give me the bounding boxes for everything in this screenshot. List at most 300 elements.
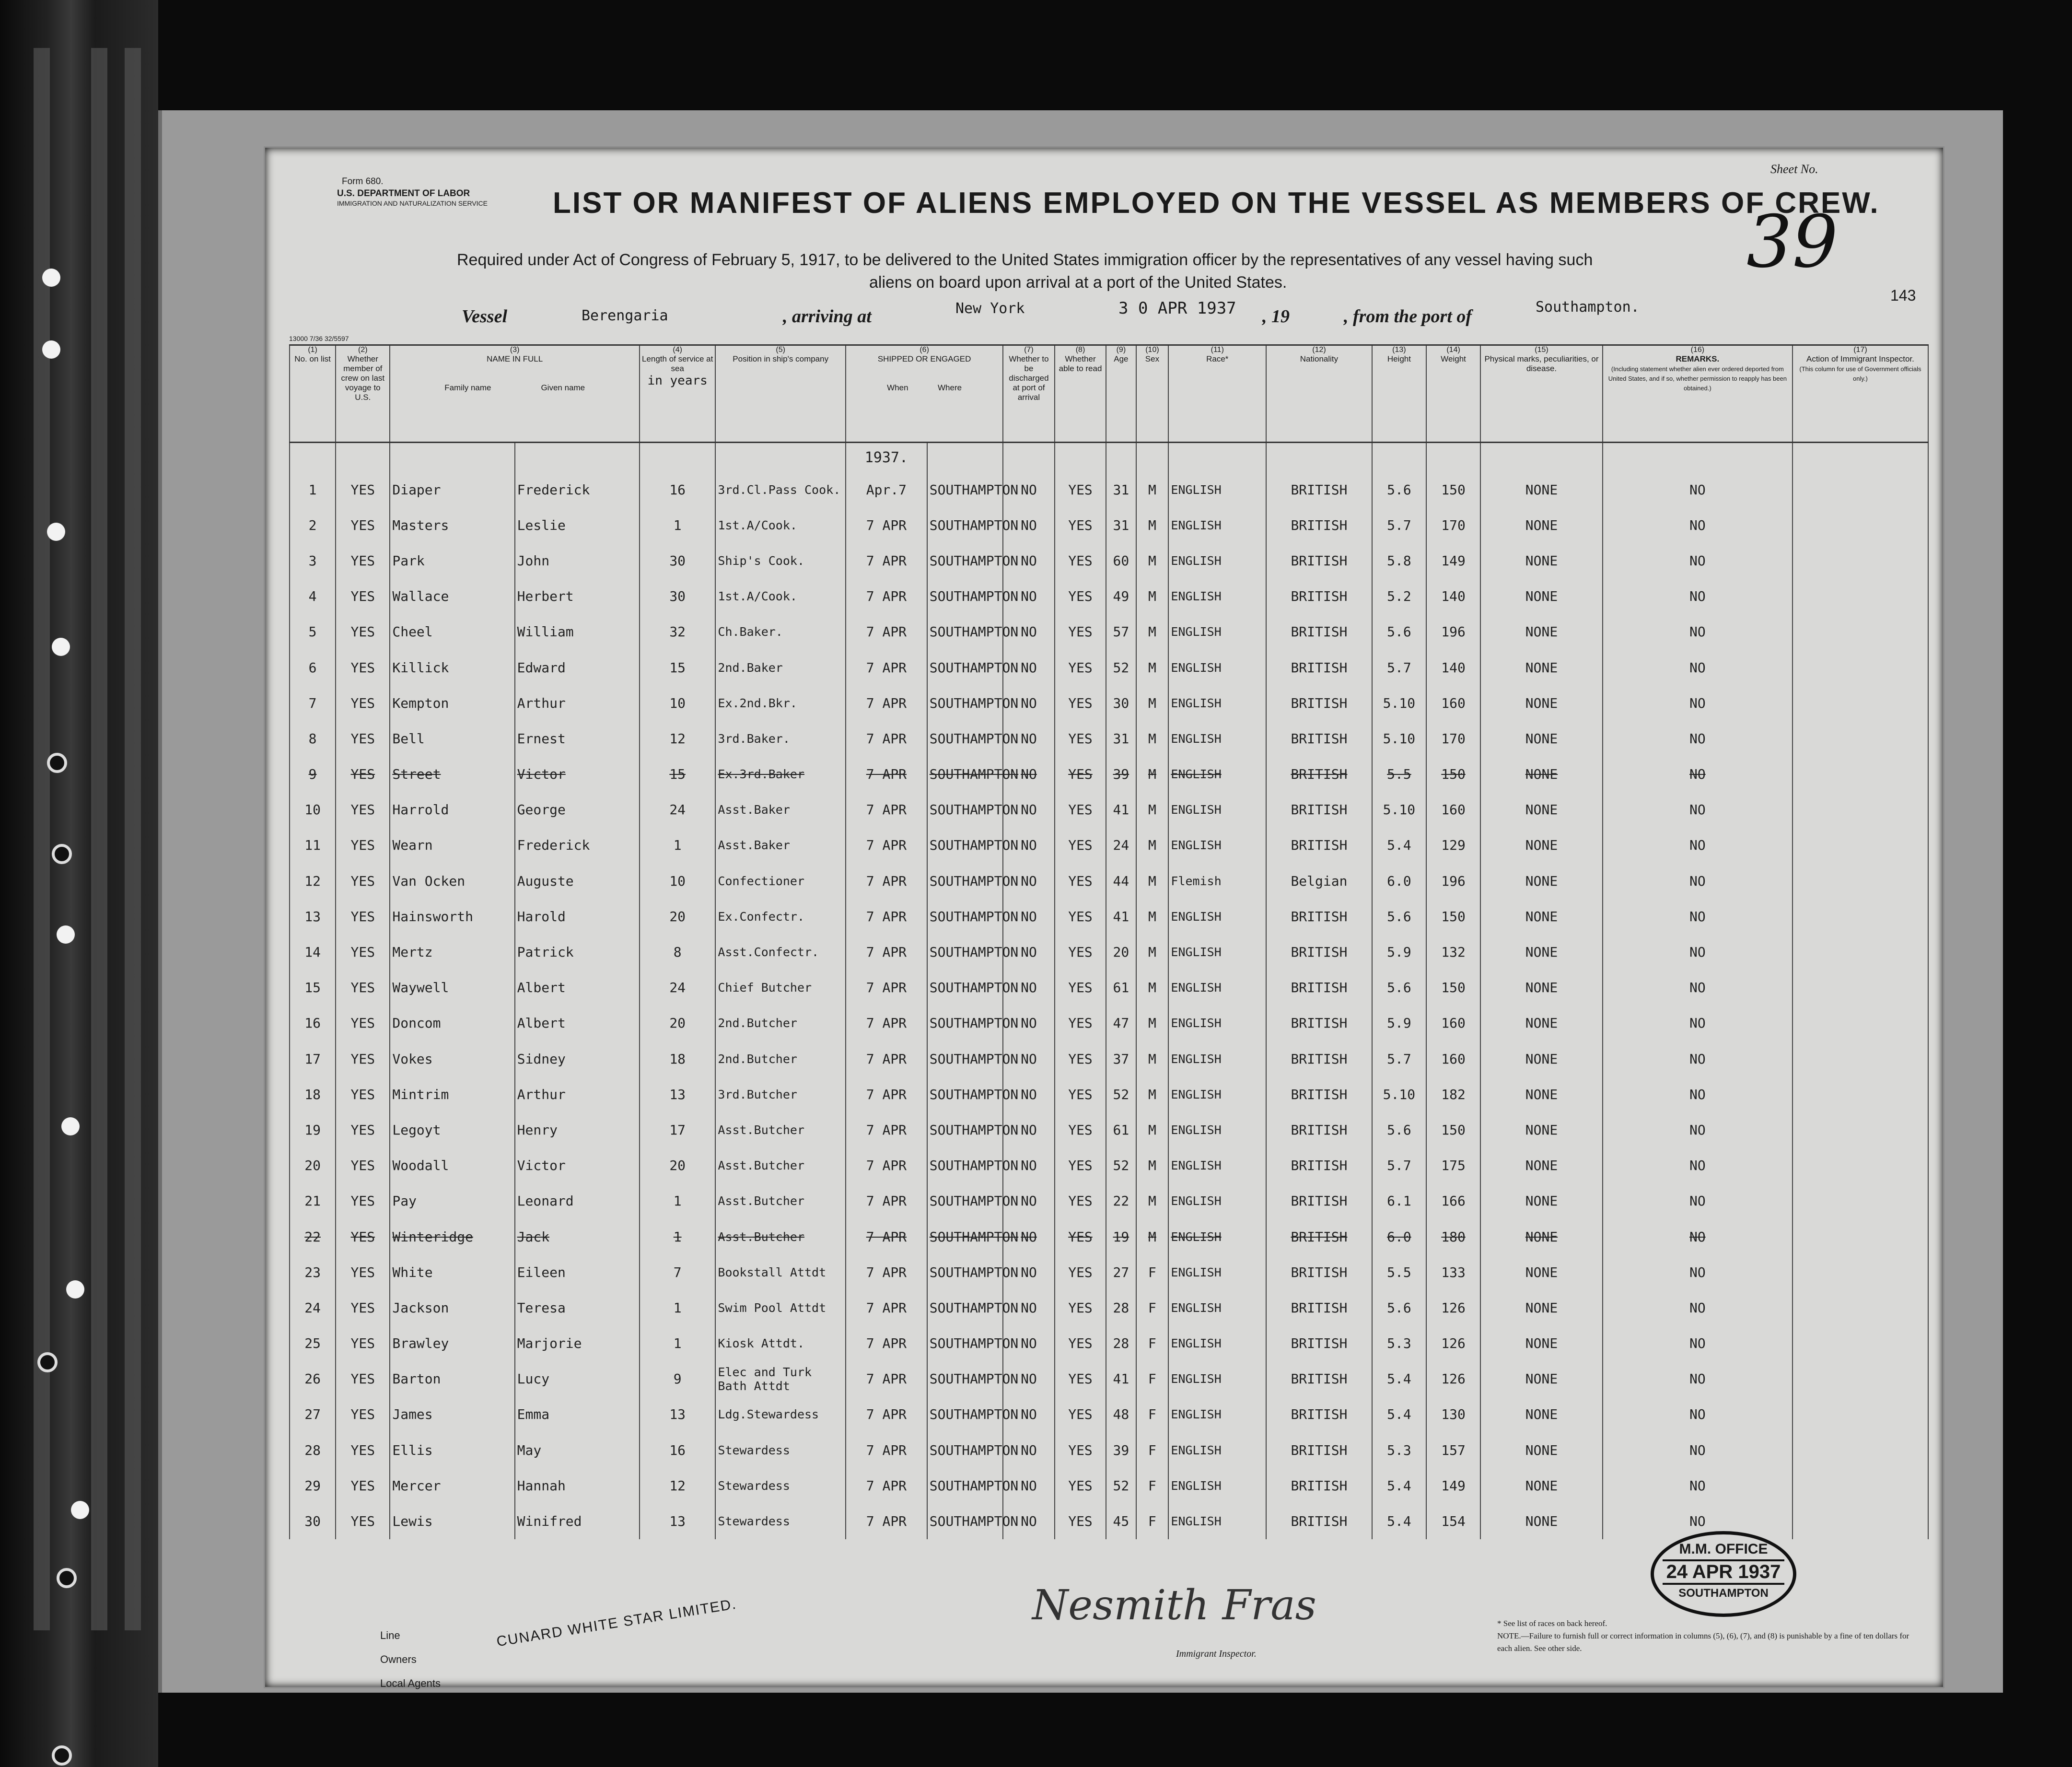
crew-rows [290,443,1928,1539]
row-number-cell: 3 [290,543,336,578]
age-cell: 52 [1106,1468,1136,1503]
shipped-where-cell: SOUTHAMPTON [927,792,1003,828]
table-row [290,1503,1928,1539]
inspector-label: Immigrant Inspector. [1176,1649,1257,1659]
race-cell: ENGLISH [1168,1503,1266,1539]
position-cell: Asst.Butcher [715,1112,846,1147]
discharged-cell: NO [1003,970,1055,1006]
sex-cell: F [1136,1468,1169,1503]
discharged-cell: NO [1003,1041,1055,1077]
remarks-cell: NO [1603,1432,1793,1468]
age-cell: 39 [1106,757,1136,792]
service-years-cell: 30 [640,543,715,578]
service-years-cell: 18 [640,1041,715,1077]
sex-cell: M [1136,1077,1169,1112]
table-row [290,1077,1928,1112]
remarks-cell: NO [1603,899,1793,934]
row-number-cell: 8 [290,721,336,756]
last-voyage-cell: YES [336,543,390,578]
age-cell: 41 [1106,1361,1136,1397]
last-voyage-cell: YES [336,614,390,650]
age-cell: 31 [1106,721,1136,756]
table-row [290,863,1928,899]
able-to-read-cell: YES [1055,543,1106,578]
binding-strip [125,48,141,1630]
able-to-read-cell: YES [1055,828,1106,863]
table-row [290,757,1928,792]
race-cell: ENGLISH [1168,472,1266,507]
table-row [290,1468,1928,1503]
service-years-cell: 8 [640,934,715,970]
physical-marks-cell: NONE [1480,1077,1603,1112]
service-years-cell: 10 [640,685,715,721]
position-cell: Asst.Butcher [715,1183,846,1219]
height-cell: 5.7 [1372,507,1426,543]
remarks-cell: NO [1603,721,1793,756]
physical-marks-cell: NONE [1480,899,1603,934]
race-cell: ENGLISH [1168,1219,1266,1254]
age-cell: 48 [1106,1397,1136,1432]
race-cell: ENGLISH [1168,1006,1266,1041]
shipped-where-cell: SOUTHAMPTON [927,934,1003,970]
race-cell: Flemish [1168,863,1266,899]
height-cell: 6.0 [1372,863,1426,899]
page-number: 143 [1890,287,1916,304]
inspector-action-cell [1793,828,1928,863]
print-code: 13000 7/36 32/5597 [289,335,349,342]
weight-cell: 150 [1426,1112,1480,1147]
page-title: LIST OR MANIFEST OF ALIENS EMPLOYED ON THE VESSEL AS MEMBERS OF CREW. [553,187,1880,220]
race-cell: ENGLISH [1168,614,1266,650]
nationality-cell: BRITISH [1266,1077,1372,1112]
punch-hole [71,1501,89,1519]
service-years-cell: 30 [640,579,715,614]
nationality-cell: BRITISH [1266,1254,1372,1290]
physical-marks-cell: NONE [1480,1432,1603,1468]
position-cell: 1st.A/Cook. [715,507,846,543]
nationality-cell: BRITISH [1266,1183,1372,1219]
col-header-position: (5) Position in ship's company [715,345,846,443]
sex-cell: M [1136,650,1169,685]
punch-hole [61,1117,80,1135]
shipped-when-cell: 7 APR [846,650,927,685]
position-cell: Ldg.Stewardess [715,1397,846,1432]
table-row [290,1326,1928,1361]
shipped-where-cell: SOUTHAMPTON [927,1183,1003,1219]
sex-cell: F [1136,1254,1169,1290]
inspector-action-cell [1793,472,1928,507]
table-row [290,721,1928,756]
punch-hole [42,340,60,359]
height-cell: 6.0 [1372,1219,1426,1254]
race-cell: ENGLISH [1168,579,1266,614]
family-name-cell: Street [390,757,514,792]
weight-cell: 126 [1426,1326,1480,1361]
physical-marks-cell: NONE [1480,579,1603,614]
shipped-when-cell: 7 APR [846,1361,927,1397]
race-cell: ENGLISH [1168,1326,1266,1361]
physical-marks-cell: NONE [1480,685,1603,721]
able-to-read-cell: YES [1055,507,1106,543]
age-cell: 30 [1106,685,1136,721]
height-cell: 5.2 [1372,579,1426,614]
inspector-action-cell [1793,1148,1928,1183]
nationality-cell: BRITISH [1266,507,1372,543]
nationality-cell: BRITISH [1266,721,1372,756]
able-to-read-cell: YES [1055,934,1106,970]
physical-marks-cell: NONE [1480,1290,1603,1325]
inspector-action-cell [1793,1397,1928,1432]
given-name-cell: Harold [515,899,640,934]
given-name-cell: Marjorie [515,1326,640,1361]
height-cell: 5.6 [1372,1112,1426,1147]
able-to-read-cell: YES [1055,1183,1106,1219]
sex-cell: M [1136,934,1169,970]
weight-cell: 149 [1426,1468,1480,1503]
local-agents-label: Local Agents [380,1677,441,1689]
last-voyage-cell: YES [336,507,390,543]
last-voyage-cell: YES [336,1432,390,1468]
shipped-where-cell: SOUTHAMPTON [927,1006,1003,1041]
position-cell: Elec and Turk Bath Attdt [715,1361,846,1397]
physical-marks-cell: NONE [1480,1326,1603,1361]
age-cell: 27 [1106,1254,1136,1290]
discharged-cell: NO [1003,579,1055,614]
inspector-action-cell [1793,1006,1928,1041]
age-cell: 31 [1106,472,1136,507]
remarks-cell: NO [1603,1219,1793,1254]
row-number-cell: 25 [290,1326,336,1361]
shipped-where-cell: SOUTHAMPTON [927,614,1003,650]
row-number-cell: 24 [290,1290,336,1325]
last-voyage-cell: YES [336,685,390,721]
family-name-cell: Woodall [390,1148,514,1183]
shipped-where-cell: SOUTHAMPTON [927,757,1003,792]
table-row [290,970,1928,1006]
family-name-cell: Legoyt [390,1112,514,1147]
remarks-cell: NO [1603,1041,1793,1077]
position-cell: Asst.Butcher [715,1219,846,1254]
weight-cell: 196 [1426,863,1480,899]
physical-marks-cell: NONE [1480,543,1603,578]
service-years-cell: 7 [640,1254,715,1290]
nationality-cell: BRITISH [1266,472,1372,507]
service-years-cell: 1 [640,1326,715,1361]
shipped-year: 1937. [846,443,927,472]
shipped-when-cell: 7 APR [846,899,927,934]
remarks-cell: NO [1603,614,1793,650]
nationality-cell: BRITISH [1266,1503,1372,1539]
service-years-cell: 17 [640,1112,715,1147]
row-number-cell: 10 [290,792,336,828]
age-cell: 52 [1106,1148,1136,1183]
inspector-action-cell [1793,685,1928,721]
remarks-cell: NO [1603,579,1793,614]
last-voyage-cell: YES [336,1503,390,1539]
shipped-where-cell: SOUTHAMPTON [927,721,1003,756]
nationality-cell: BRITISH [1266,1112,1372,1147]
inspector-action-cell [1793,757,1928,792]
given-name-cell: Henry [515,1112,640,1147]
family-name-cell: Hainsworth [390,899,514,934]
race-cell: ENGLISH [1168,757,1266,792]
shipped-where-cell: SOUTHAMPTON [927,650,1003,685]
discharged-cell: NO [1003,792,1055,828]
nationality-cell: BRITISH [1266,614,1372,650]
able-to-read-cell: YES [1055,1503,1106,1539]
race-cell: ENGLISH [1168,1112,1266,1147]
col-header-shipped: (6) SHIPPED OR ENGAGED When Where [846,345,1003,443]
family-name-cell: Brawley [390,1326,514,1361]
table-row [290,1254,1928,1290]
col-header-nationality: (12) Nationality [1266,345,1372,443]
sex-cell: M [1136,579,1169,614]
remarks-cell: NO [1603,1183,1793,1219]
race-cell: ENGLISH [1168,1468,1266,1503]
sex-cell: M [1136,1041,1169,1077]
service-years-cell: 15 [640,757,715,792]
weight-cell: 157 [1426,1432,1480,1468]
row-number-cell: 11 [290,828,336,863]
weight-cell: 160 [1426,792,1480,828]
sex-cell: M [1136,685,1169,721]
given-name-cell: Herbert [515,579,640,614]
col-header-last-voyage: (2) Whether member of crew on last voyage to U.S. [336,345,390,443]
row-number-cell: 14 [290,934,336,970]
able-to-read-cell: YES [1055,1361,1106,1397]
col-header-race: (11) Race* [1168,345,1266,443]
shipped-when-cell: 7 APR [846,1112,927,1147]
table-row [290,685,1928,721]
weight-cell: 140 [1426,579,1480,614]
last-voyage-cell: YES [336,1468,390,1503]
punch-hole [52,638,70,656]
physical-marks-cell: NONE [1480,757,1603,792]
last-voyage-cell: YES [336,1112,390,1147]
given-name-cell: Emma [515,1397,640,1432]
shipped-when-cell: 7 APR [846,1326,927,1361]
position-cell: Ch.Baker. [715,614,846,650]
arrival-port: New York [955,300,1025,317]
remarks-cell: NO [1603,792,1793,828]
remarks-cell: NO [1603,507,1793,543]
able-to-read-cell: YES [1055,1397,1106,1432]
able-to-read-cell: YES [1055,650,1106,685]
col-header-sex: (10) Sex [1136,345,1169,443]
inspector-action-cell [1793,1290,1928,1325]
weight-cell: 170 [1426,507,1480,543]
year-row [290,443,1928,472]
able-to-read-cell: YES [1055,1041,1106,1077]
shipped-where-cell: SOUTHAMPTON [927,1503,1003,1539]
physical-marks-cell: NONE [1480,828,1603,863]
age-cell: 41 [1106,792,1136,828]
sex-cell: M [1136,1219,1169,1254]
family-name-cell: Van Ocken [390,863,514,899]
last-voyage-cell: YES [336,792,390,828]
weight-cell: 160 [1426,1006,1480,1041]
height-cell: 5.10 [1372,1077,1426,1112]
discharged-cell: NO [1003,1077,1055,1112]
family-name-cell: Harrold [390,792,514,828]
sex-cell: M [1136,863,1169,899]
weight-cell: 150 [1426,970,1480,1006]
given-name-cell: George [515,792,640,828]
service-years-cell: 1 [640,507,715,543]
position-cell: Asst.Butcher [715,1148,846,1183]
age-cell: 28 [1106,1326,1136,1361]
remarks-cell: NO [1603,1503,1793,1539]
weight-cell: 126 [1426,1290,1480,1325]
age-cell: 28 [1106,1290,1136,1325]
arrival-date-stamp: 3 0 APR 1937 [1118,299,1236,318]
physical-marks-cell: NONE [1480,863,1603,899]
table-row [290,1148,1928,1183]
discharged-cell: NO [1003,1148,1055,1183]
shipped-when-cell: Apr.7 [846,472,927,507]
last-voyage-cell: YES [336,970,390,1006]
shipped-when-cell: 7 APR [846,721,927,756]
punch-hole [47,753,67,773]
discharged-cell: NO [1003,721,1055,756]
height-cell: 5.9 [1372,1006,1426,1041]
given-name-cell: Victor [515,1148,640,1183]
remarks-cell: NO [1603,1361,1793,1397]
height-cell: 5.4 [1372,1503,1426,1539]
shipped-when-cell: 7 APR [846,970,927,1006]
subtitle-line-2: aliens on board upon arrival at a port of the United States. [869,273,1287,292]
row-number-cell: 12 [290,863,336,899]
row-number-cell: 21 [290,1183,336,1219]
shipped-when-cell: 7 APR [846,1503,927,1539]
table-row [290,792,1928,828]
service-years-cell: 20 [640,899,715,934]
remarks-cell: NO [1603,1468,1793,1503]
weight-cell: 175 [1426,1148,1480,1183]
shipped-where-cell: SOUTHAMPTON [927,1219,1003,1254]
remarks-cell: NO [1603,1326,1793,1361]
height-cell: 5.8 [1372,543,1426,578]
shipped-where-cell: SOUTHAMPTON [927,1112,1003,1147]
punch-hole [57,925,75,944]
weight-cell: 130 [1426,1397,1480,1432]
stamp-date: 24 APR 1937 [1663,1559,1784,1585]
service-years-cell: 1 [640,1219,715,1254]
shipped-when-cell: 7 APR [846,1254,927,1290]
row-number-cell: 6 [290,650,336,685]
given-name-cell: Arthur [515,1077,640,1112]
nationality-cell: BRITISH [1266,1041,1372,1077]
shipped-where-cell: SOUTHAMPTON [927,1077,1003,1112]
shipped-where-cell: SOUTHAMPTON [927,1326,1003,1361]
height-cell: 5.10 [1372,685,1426,721]
position-cell: Ex.Confectr. [715,899,846,934]
physical-marks-cell: NONE [1480,934,1603,970]
discharged-cell: NO [1003,1219,1055,1254]
discharged-cell: NO [1003,507,1055,543]
shipped-when-cell: 7 APR [846,934,927,970]
age-cell: 22 [1106,1183,1136,1219]
age-cell: 39 [1106,1432,1136,1468]
service-years-cell: 13 [640,1077,715,1112]
discharged-cell: NO [1003,614,1055,650]
sex-cell: F [1136,1503,1169,1539]
shipped-when-cell: 7 APR [846,757,927,792]
discharged-cell: NO [1003,1112,1055,1147]
physical-marks-cell: NONE [1480,1148,1603,1183]
service-years-cell: 32 [640,614,715,650]
inspector-action-cell [1793,1503,1928,1539]
service-years-cell: 24 [640,970,715,1006]
binding-strip [91,48,107,1630]
given-name-cell: Leonard [515,1183,640,1219]
able-to-read-cell: YES [1055,1077,1106,1112]
row-number-cell: 4 [290,579,336,614]
weight-cell: 140 [1426,650,1480,685]
table-row [290,472,1928,507]
position-cell: Ship's Cook. [715,543,846,578]
discharged-cell: NO [1003,1290,1055,1325]
height-cell: 5.6 [1372,1290,1426,1325]
race-cell: ENGLISH [1168,721,1266,756]
inspector-action-cell [1793,1254,1928,1290]
sex-cell: M [1136,899,1169,934]
punch-hole [52,1745,72,1766]
shipped-when-cell: 7 APR [846,1290,927,1325]
height-cell: 5.5 [1372,757,1426,792]
given-name-cell: Ernest [515,721,640,756]
able-to-read-cell: YES [1055,1112,1106,1147]
sex-cell: M [1136,757,1169,792]
height-cell: 5.6 [1372,970,1426,1006]
given-name-cell: Albert [515,970,640,1006]
inspector-action-cell [1793,863,1928,899]
able-to-read-cell: YES [1055,899,1106,934]
table-row [290,614,1928,650]
form-number: Form 680. [342,176,384,187]
inspector-action-cell [1793,507,1928,543]
family-name-cell: Doncom [390,1006,514,1041]
height-cell: 5.4 [1372,1468,1426,1503]
able-to-read-cell: YES [1055,472,1106,507]
remarks-cell: NO [1603,970,1793,1006]
shipped-where-cell: SOUTHAMPTON [927,1254,1003,1290]
race-cell: ENGLISH [1168,899,1266,934]
last-voyage-cell: YES [336,934,390,970]
given-name-cell: Frederick [515,472,640,507]
able-to-read-cell: YES [1055,1148,1106,1183]
nationality-cell: BRITISH [1266,899,1372,934]
weight-cell: 160 [1426,685,1480,721]
sex-cell: F [1136,1326,1169,1361]
family-name-cell: Killick [390,650,514,685]
race-cell: ENGLISH [1168,507,1266,543]
height-cell: 5.7 [1372,1041,1426,1077]
sex-cell: M [1136,828,1169,863]
family-name-cell: Diaper [390,472,514,507]
last-voyage-cell: YES [336,472,390,507]
age-cell: 52 [1106,1077,1136,1112]
weight-cell: 129 [1426,828,1480,863]
weight-cell: 180 [1426,1219,1480,1254]
remarks-cell: NO [1603,472,1793,507]
service-years-cell: 1 [640,1183,715,1219]
table-row [290,507,1928,543]
race-cell: ENGLISH [1168,1148,1266,1183]
inspector-action-cell [1793,1432,1928,1468]
able-to-read-cell: YES [1055,1254,1106,1290]
shipped-when-cell: 7 APR [846,543,927,578]
